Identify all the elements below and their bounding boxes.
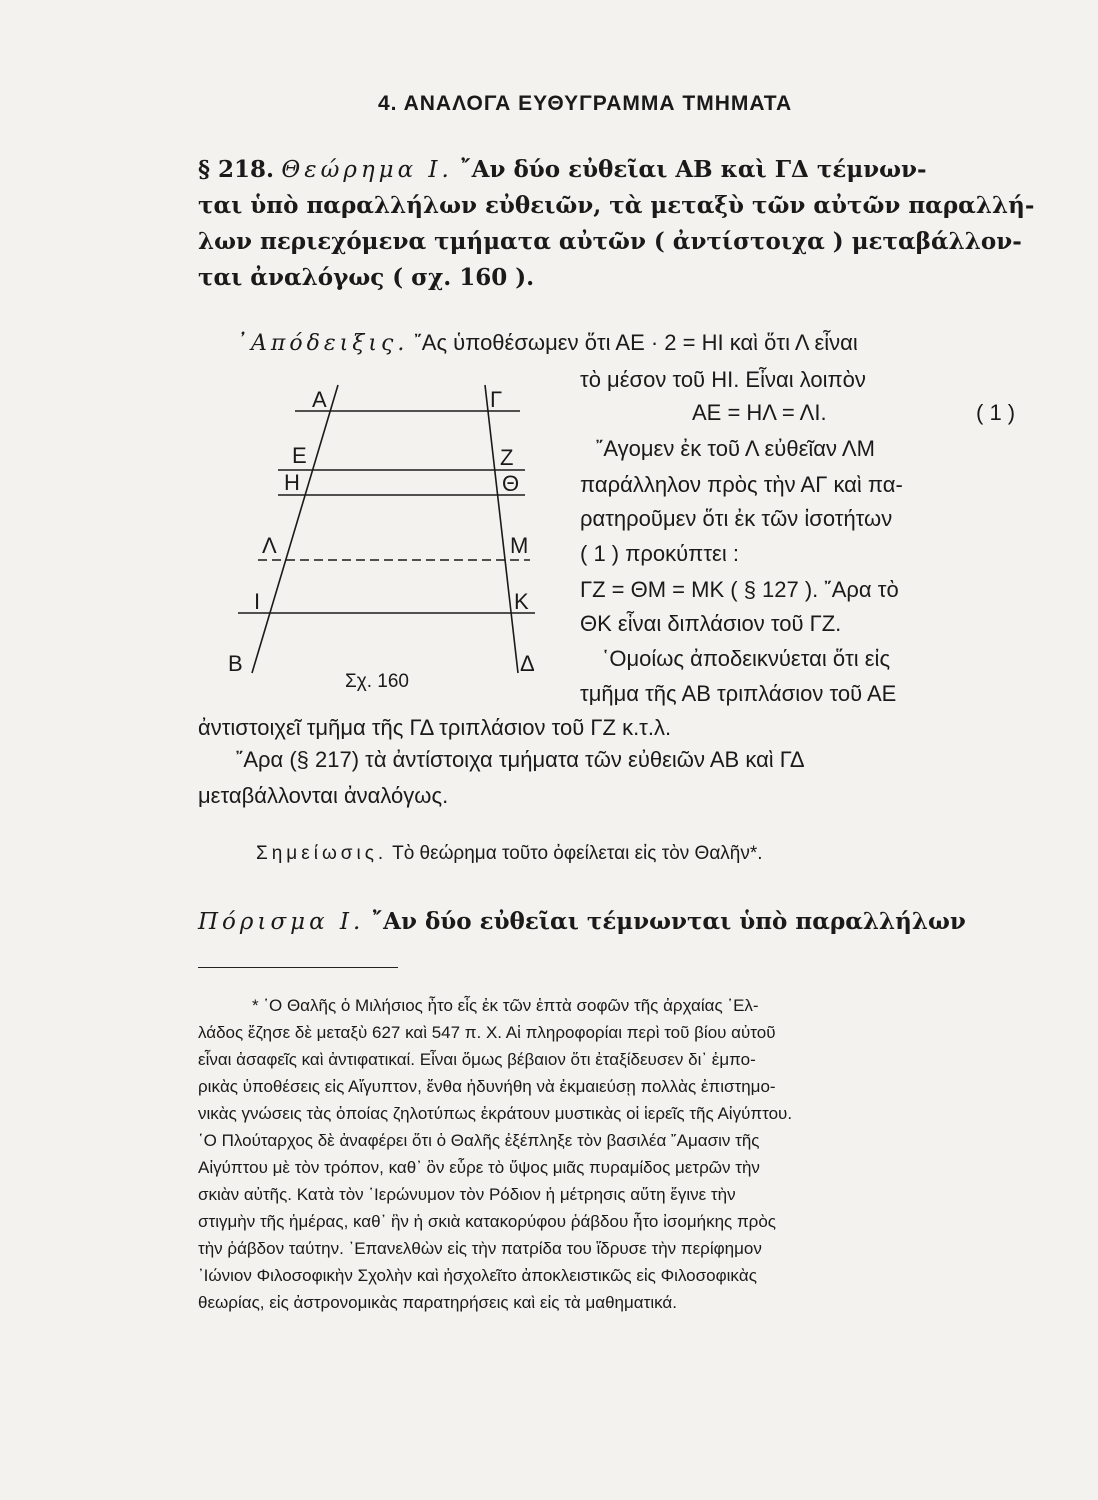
footnote-rule <box>198 967 398 968</box>
proof-text-4: ῎Αγομεν ἐκ τοῦ Λ εὐθεῖαν ΛΜ <box>596 436 875 461</box>
footnote-line: ᾿Ιώνιον Φιλοσοφικὴν Σχολὴν καὶ ἠσχολεῖτο ἀποκλειστικῶς εἰς Φιλοσοφικὰς <box>198 1266 757 1285</box>
line-AB <box>252 385 338 673</box>
remark-label: Σημείωσις. <box>256 843 388 864</box>
remark-text: Τὸ θεώρημα τοῦτο ὀφείλεται εἰς τὸν Θαλῆν*. <box>392 843 763 864</box>
footnote-line: ῾Ο Πλούταρχος δὲ ἀναφέρει ὅτι ὁ Θαλῆς ἐξέπληξε τὸν βασιλέα ῎Αμασιν τῆς <box>198 1131 760 1150</box>
label-G: Γ <box>490 387 503 412</box>
label-D: Δ <box>520 651 535 676</box>
label-K: Κ <box>514 589 529 614</box>
proof-text-9: ΘΚ εἶναι διπλάσιον τοῦ ΓΖ. <box>580 611 842 636</box>
proof-text-5: παράλληλον πρὸς τὴν ΑΓ καὶ πα- <box>580 472 903 497</box>
label-Z: Ζ <box>500 445 514 470</box>
footnote-line: ρικὰς ὑποθέσεις εἰς Αἴγυπτον, ἔνθα ἠδυνήθη νὰ ἐκμαιεύσῃ πολλὰς ἐπιστημο- <box>198 1077 776 1096</box>
footnote-line: θεωρίας, εἰς ἀστρονομικὰς παρατηρήσεις καὶ εἰς τὰ μαθηματικά. <box>198 1293 677 1312</box>
proof-text-8: ΓΖ = ΘΜ = ΜΚ ( § 127 ). ῎Αρα τὸ <box>580 577 899 602</box>
footnote-line: Αἰγύπτου μὲ τὸν τρόπον, καθ᾿ ὃν εὗρε τὸ ὕψος μιᾶς πυραμίδος μετρῶν τὴν <box>198 1158 760 1177</box>
corollary-line <box>198 904 966 940</box>
equation-number: ( 1 ) <box>976 400 1016 425</box>
corollary-text: ῎Αν δύο εὐθεῖαι τέμνωνται ὑπὸ παραλλήλων <box>371 908 966 935</box>
proof-text-2: τὸ μέσον τοῦ ΗΙ. Εἶναι λοιπὸν <box>580 367 866 392</box>
label-Th: Θ <box>502 471 520 496</box>
label-A: Α <box>312 387 327 412</box>
footnote-line: σκιὰν αὐτῆς. Κατὰ τὸν ῾Ιερώνυμον τὸν Ρόδιον ἡ μέτρησις αὕτη ἔγινε τὴν <box>198 1185 736 1204</box>
proof-line-1 <box>236 330 858 356</box>
theorem-text-4: ται ἀναλόγως ( σχ. 160 ). <box>198 264 535 291</box>
figure-caption: Σχ. 160 <box>345 671 409 692</box>
footnote-line: στιγμὴν τῆς ἡμέρας, καθ᾿ ἣν ἡ σκιὰ κατακορύφου ῥάβδου ἦτο ἰσομήκης πρὸς <box>198 1212 776 1231</box>
proof-label: ᾿Απόδειξις. <box>236 331 409 356</box>
label-B: Β <box>228 651 243 676</box>
corollary-label: Πόρισμα Ι. <box>198 909 365 935</box>
proof-text-3: ΑΕ = ΗΛ = ΛΙ. <box>692 400 827 425</box>
label-E: Ε <box>292 443 307 468</box>
line-GD <box>485 385 518 673</box>
footnote-line: εἶναι ἀσαφεῖς καὶ ἀντιφατικαί. Εἶναι ὅμως βέβαιον ὅτι ἐταξίδευσεν δι᾿ ἐμπο- <box>198 1050 756 1069</box>
proof-text-14: μεταβάλλονται ἀναλόγως. <box>198 783 449 808</box>
label-I: Ι <box>254 589 261 614</box>
label-L: Λ <box>262 533 277 558</box>
theorem-label: Θεώρημα Ι. <box>281 157 453 183</box>
footnote-line: νικὰς γνώσεις τὰς ὁποίας ζηλοτύπως ἐκράτουν μυστικὰς οἱ ἱερεῖς τῆς Αἰγύπτου. <box>198 1104 793 1123</box>
figure-160 <box>220 375 580 705</box>
proof-text-10: ῾Ομοίως ἀποδεικνύεται ὅτι εἰς <box>602 646 891 671</box>
footnote <box>198 992 792 1316</box>
proof-text-13: ῎Αρα (§ 217) τὰ ἀντίστοιχα τμήματα τῶν εὐθειῶν ΑΒ καὶ ΓΔ <box>236 747 805 772</box>
proof-text-11: τμῆμα τῆς ΑΒ τριπλάσιον τοῦ ΑΕ <box>580 681 897 706</box>
label-M: Μ <box>510 533 529 558</box>
theorem-text-2: ται ὑπὸ παραλλήλων εὐθειῶν, τὰ μεταξὺ τῶν αὐτῶν παραλλή- <box>198 192 1035 219</box>
proof-text-7: ( 1 ) προκύπτει : <box>580 541 739 566</box>
theorem-text-1: ῎Αν δύο εὐθεῖαι ΑΒ καὶ ΓΔ τέμνων- <box>460 156 927 183</box>
proof-text-12: ἀντιστοιχεῖ τμῆμα τῆς ΓΔ τριπλάσιον τοῦ ΓΖ κ.τ.λ. <box>198 715 672 740</box>
theorem-text-3: λων περιεχόμενα τμήματα αὐτῶν ( ἀντίστοιχα ) μεταβάλλον- <box>198 228 1022 255</box>
remark-line <box>256 843 763 865</box>
theorem-number: § 218. <box>198 156 275 183</box>
theorem-line-1 <box>198 152 927 188</box>
footnote-line: λάδος ἔζησε δὲ μεταξὺ 627 καὶ 547 π. Χ. Αἱ πληροφορίαι περὶ τοῦ βίου αὐτοῦ <box>198 1023 776 1042</box>
footnote-line: τὴν ῥάβδον ταύτην. ᾿Επανελθὼν εἰς τὴν πατρίδα του ἵδρυσε τὴν περίφημον <box>198 1239 762 1258</box>
label-H: Η <box>284 470 300 495</box>
footnote-line: * ῾Ο Θαλῆς ὁ Μιλήσιος ἦτο εἷς ἐκ τῶν ἑπτὰ σοφῶν τῆς ἀρχαίας ῾Ελ- <box>252 996 759 1015</box>
section-heading: 4. ΑΝΑΛΟΓΑ ΕΥΘΥΓΡΑΜΜΑ ΤΜΗΜΑΤΑ <box>378 92 793 115</box>
proof-text-1: ῎Ας ὑποθέσωμεν ὅτι ΑΕ · 2 = ΗΙ καὶ ὅτι Λ εἶναι <box>414 330 858 355</box>
proof-text-6: ρατηροῦμεν ὅτι ἐκ τῶν ἰσοτήτων <box>580 506 893 531</box>
